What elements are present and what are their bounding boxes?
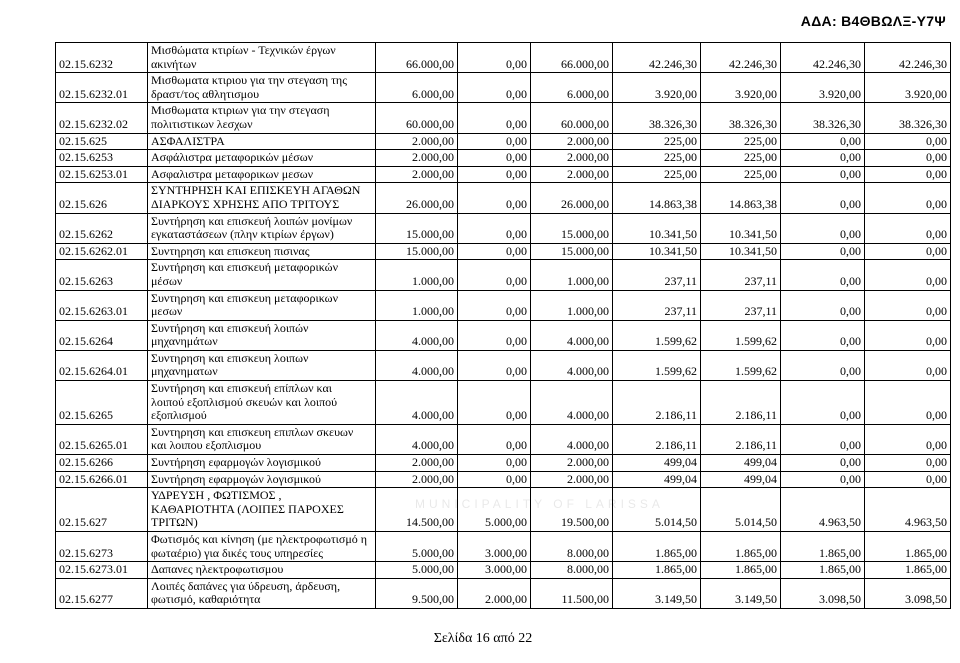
amount-cell: 0,00 bbox=[781, 183, 865, 213]
account-code: 02.15.6263.01 bbox=[56, 290, 148, 320]
amount-cell: 4.000,00 bbox=[376, 320, 458, 350]
account-code: 02.15.6266.01 bbox=[56, 471, 148, 488]
amount-cell: 0,00 bbox=[865, 290, 951, 320]
amount-cell: 4.000,00 bbox=[376, 381, 458, 425]
amount-cell: 0,00 bbox=[458, 103, 531, 133]
amount-cell: 10.341,50 bbox=[701, 213, 781, 243]
amount-cell: 1.865,00 bbox=[781, 562, 865, 579]
amount-cell: 0,00 bbox=[458, 183, 531, 213]
account-code: 02.15.625 bbox=[56, 133, 148, 150]
amount-cell: 0,00 bbox=[781, 150, 865, 167]
amount-cell: 3.920,00 bbox=[701, 73, 781, 103]
amount-cell: 0,00 bbox=[458, 381, 531, 425]
amount-cell: 0,00 bbox=[458, 455, 531, 472]
account-code: 02.15.6263 bbox=[56, 260, 148, 290]
amount-cell: 0,00 bbox=[865, 183, 951, 213]
amount-cell: 2.000,00 bbox=[376, 471, 458, 488]
amount-cell: 0,00 bbox=[781, 455, 865, 472]
amount-cell: 0,00 bbox=[781, 320, 865, 350]
amount-cell: 1.865,00 bbox=[701, 532, 781, 562]
table-row bbox=[56, 350, 951, 380]
amount-cell: 0,00 bbox=[458, 471, 531, 488]
amount-cell: 225,00 bbox=[613, 166, 701, 183]
amount-cell: 4.000,00 bbox=[376, 350, 458, 380]
amount-cell: 0,00 bbox=[458, 166, 531, 183]
amount-cell: 1.000,00 bbox=[376, 290, 458, 320]
account-code: 02.15.6232.02 bbox=[56, 103, 148, 133]
amount-cell: 38.326,30 bbox=[701, 103, 781, 133]
account-description: ΥΔΡΕΥΣΗ , ΦΩΤΙΣΜΟΣ , ΚΑΘΑΡΙΟΤΗΤΑ (ΛΟΙΠΕΣ ΠΑΡΟΧΕΣ ΤΡΙΤΩΝ) bbox=[148, 488, 376, 532]
account-code: 02.15.627 bbox=[56, 488, 148, 532]
amount-cell: 1.865,00 bbox=[701, 562, 781, 579]
account-code: 02.15.6232 bbox=[56, 43, 148, 73]
table-row bbox=[56, 320, 951, 350]
amount-cell: 3.920,00 bbox=[613, 73, 701, 103]
amount-cell: 11.500,00 bbox=[531, 578, 613, 608]
table-row bbox=[56, 381, 951, 425]
account-description: Συντηρηση και επισκευη επιπλων σκευων και λοιπου εξοπλισμου bbox=[148, 424, 376, 454]
amount-cell: 0,00 bbox=[458, 260, 531, 290]
account-code: 02.15.6253 bbox=[56, 150, 148, 167]
account-code: 02.15.6273.01 bbox=[56, 562, 148, 579]
table-row bbox=[56, 183, 951, 213]
amount-cell: 2.000,00 bbox=[531, 455, 613, 472]
amount-cell: 0,00 bbox=[865, 350, 951, 380]
account-description: Μισθώματα κτιρίων - Τεχνικών έργων ακινήτων bbox=[148, 43, 376, 73]
amount-cell: 3.920,00 bbox=[781, 73, 865, 103]
amount-cell: 0,00 bbox=[781, 213, 865, 243]
amount-cell: 0,00 bbox=[865, 381, 951, 425]
amount-cell: 2.000,00 bbox=[376, 133, 458, 150]
amount-cell: 0,00 bbox=[458, 290, 531, 320]
account-description: Συντήρηση και επισκευή επίπλων και λοιπού εξοπλισμού σκευών και λοιπού εξοπλισμού bbox=[148, 381, 376, 425]
page-number: Σελίδα 16 από 22 bbox=[433, 631, 533, 646]
amount-cell: 1.865,00 bbox=[613, 562, 701, 579]
amount-cell: 0,00 bbox=[781, 424, 865, 454]
account-description: Ασφάλιστρα μεταφορικών μέσων bbox=[148, 150, 376, 167]
amount-cell: 0,00 bbox=[781, 243, 865, 260]
table-body bbox=[56, 43, 951, 609]
account-description: Συντηρηση και επισκευη λοιπων μηχανηματων bbox=[148, 350, 376, 380]
account-description: Συντηρηση και επισκευη πισινας bbox=[148, 243, 376, 260]
amount-cell: 237,11 bbox=[701, 260, 781, 290]
amount-cell: 0,00 bbox=[458, 350, 531, 380]
amount-cell: 4.963,50 bbox=[865, 488, 951, 532]
amount-cell: 2.000,00 bbox=[531, 471, 613, 488]
table-row bbox=[56, 488, 951, 532]
amount-cell: 19.500,00 bbox=[531, 488, 613, 532]
amount-cell: 1.000,00 bbox=[376, 260, 458, 290]
account-description: Συντήρηση και επισκευή μεταφορικών μέσων bbox=[148, 260, 376, 290]
amount-cell: 3.000,00 bbox=[458, 562, 531, 579]
amount-cell: 0,00 bbox=[865, 320, 951, 350]
amount-cell: 0,00 bbox=[458, 133, 531, 150]
amount-cell: 15.000,00 bbox=[531, 213, 613, 243]
amount-cell: 0,00 bbox=[865, 471, 951, 488]
amount-cell: 5.014,50 bbox=[701, 488, 781, 532]
account-code: 02.15.6265.01 bbox=[56, 424, 148, 454]
amount-cell: 2.000,00 bbox=[531, 133, 613, 150]
amount-cell: 0,00 bbox=[781, 471, 865, 488]
table-row bbox=[56, 424, 951, 454]
amount-cell: 2.000,00 bbox=[531, 150, 613, 167]
amount-cell: 0,00 bbox=[865, 424, 951, 454]
account-description: ΑΣΦΑΛΙΣΤΡΑ bbox=[148, 133, 376, 150]
account-code: 02.15.6265 bbox=[56, 381, 148, 425]
amount-cell: 3.149,50 bbox=[613, 578, 701, 608]
amount-cell: 66.000,00 bbox=[531, 43, 613, 73]
amount-cell: 1.599,62 bbox=[701, 320, 781, 350]
amount-cell: 1.599,62 bbox=[613, 320, 701, 350]
amount-cell: 2.186,11 bbox=[613, 381, 701, 425]
account-code: 02.15.6264 bbox=[56, 320, 148, 350]
amount-cell: 1.865,00 bbox=[613, 532, 701, 562]
amount-cell: 0,00 bbox=[458, 150, 531, 167]
amount-cell: 3.098,50 bbox=[781, 578, 865, 608]
account-code: 02.15.626 bbox=[56, 183, 148, 213]
account-code: 02.15.6262.01 bbox=[56, 243, 148, 260]
amount-cell: 5.000,00 bbox=[376, 562, 458, 579]
amount-cell: 3.098,50 bbox=[865, 578, 951, 608]
amount-cell: 0,00 bbox=[458, 243, 531, 260]
account-description: Συντηρηση και επισκευη μεταφορικων μεσων bbox=[148, 290, 376, 320]
amount-cell: 15.000,00 bbox=[376, 213, 458, 243]
amount-cell: 10.341,50 bbox=[613, 213, 701, 243]
amount-cell: 1.865,00 bbox=[865, 562, 951, 579]
amount-cell: 2.186,11 bbox=[701, 381, 781, 425]
amount-cell: 1.000,00 bbox=[531, 260, 613, 290]
table-row bbox=[56, 290, 951, 320]
account-description: Συντήρηση και επισκευή λοιπών μηχανημάτων bbox=[148, 320, 376, 350]
amount-cell: 2.000,00 bbox=[376, 150, 458, 167]
amount-cell: 6.000,00 bbox=[376, 73, 458, 103]
table-row bbox=[56, 532, 951, 562]
amount-cell: 26.000,00 bbox=[531, 183, 613, 213]
account-description: ΣΥΝΤΗΡΗΣΗ ΚΑΙ ΕΠΙΣΚΕΥΗ ΑΓΑΘΩΝ ΔΙΑΡΚΟΥΣ ΧΡΗΣΗΣ ΑΠΟ ΤΡΙΤΟΥΣ bbox=[148, 183, 376, 213]
amount-cell: 0,00 bbox=[781, 350, 865, 380]
amount-cell: 2.000,00 bbox=[376, 455, 458, 472]
amount-cell: 499,04 bbox=[701, 455, 781, 472]
amount-cell: 2.000,00 bbox=[531, 166, 613, 183]
amount-cell: 42.246,30 bbox=[613, 43, 701, 73]
amount-cell: 3.920,00 bbox=[865, 73, 951, 103]
amount-cell: 14.500,00 bbox=[376, 488, 458, 532]
amount-cell: 225,00 bbox=[701, 133, 781, 150]
amount-cell: 10.341,50 bbox=[701, 243, 781, 260]
amount-cell: 1.865,00 bbox=[781, 532, 865, 562]
amount-cell: 2.000,00 bbox=[376, 166, 458, 183]
account-code: 02.15.6273 bbox=[56, 532, 148, 562]
amount-cell: 2.186,11 bbox=[613, 424, 701, 454]
amount-cell: 0,00 bbox=[781, 260, 865, 290]
amount-cell: 38.326,30 bbox=[865, 103, 951, 133]
amount-cell: 3.000,00 bbox=[458, 532, 531, 562]
amount-cell: 1.599,62 bbox=[701, 350, 781, 380]
table-row bbox=[56, 133, 951, 150]
amount-cell: 0,00 bbox=[865, 166, 951, 183]
account-code: 02.15.6262 bbox=[56, 213, 148, 243]
amount-cell: 38.326,30 bbox=[613, 103, 701, 133]
amount-cell: 0,00 bbox=[458, 43, 531, 73]
amount-cell: 5.000,00 bbox=[458, 488, 531, 532]
amount-cell: 499,04 bbox=[613, 471, 701, 488]
amount-cell: 14.863,38 bbox=[613, 183, 701, 213]
amount-cell: 4.000,00 bbox=[531, 424, 613, 454]
amount-cell: 499,04 bbox=[613, 455, 701, 472]
account-description: Δαπανες ηλεκτροφωτισμου bbox=[148, 562, 376, 579]
amount-cell: 14.863,38 bbox=[701, 183, 781, 213]
account-description: Συντήρηση και επισκευή λοιπών μονίμων εγκαταστάσεων (πλην κτιρίων έργων) bbox=[148, 213, 376, 243]
account-description: Μισθωματα κτιριου για την στεγαση της δραστ/τος αθλητισμου bbox=[148, 73, 376, 103]
account-description: Ασφαλιστρα μεταφορικων μεσων bbox=[148, 166, 376, 183]
amount-cell: 1.599,62 bbox=[613, 350, 701, 380]
amount-cell: 237,11 bbox=[613, 290, 701, 320]
account-code: 02.15.6232.01 bbox=[56, 73, 148, 103]
watermark-text: MUNICIPALITY OF LARISSA bbox=[415, 497, 664, 511]
amount-cell: 2.186,11 bbox=[701, 424, 781, 454]
table-row bbox=[56, 578, 951, 608]
amount-cell: 15.000,00 bbox=[531, 243, 613, 260]
amount-cell: 9.500,00 bbox=[376, 578, 458, 608]
amount-cell: 0,00 bbox=[458, 213, 531, 243]
account-code: 02.15.6277 bbox=[56, 578, 148, 608]
table-row bbox=[56, 455, 951, 472]
amount-cell: 225,00 bbox=[701, 150, 781, 167]
amount-cell: 26.000,00 bbox=[376, 183, 458, 213]
account-code: 02.15.6253.01 bbox=[56, 166, 148, 183]
amount-cell: 0,00 bbox=[865, 150, 951, 167]
amount-cell: 1.865,00 bbox=[865, 532, 951, 562]
table-row bbox=[56, 73, 951, 103]
table-row bbox=[56, 471, 951, 488]
amount-cell: 5.014,50 bbox=[613, 488, 701, 532]
account-description: Φωτισμός και κίνηση (με ηλεκτροφωτισμό η φωταέριο) για δικές τους υπηρεσίες bbox=[148, 532, 376, 562]
amount-cell: 15.000,00 bbox=[376, 243, 458, 260]
amount-cell: 4.000,00 bbox=[376, 424, 458, 454]
account-description: Λοιπές δαπάνες για ύδρευση, άρδευση, φωτισμό, καθαριότητα bbox=[148, 578, 376, 608]
amount-cell: 42.246,30 bbox=[781, 43, 865, 73]
table-row bbox=[56, 213, 951, 243]
amount-cell: 38.326,30 bbox=[781, 103, 865, 133]
amount-cell: 225,00 bbox=[701, 166, 781, 183]
account-code: 02.15.6266 bbox=[56, 455, 148, 472]
account-code: 02.15.6264.01 bbox=[56, 350, 148, 380]
budget-table bbox=[55, 42, 951, 609]
amount-cell: 1.000,00 bbox=[531, 290, 613, 320]
ada-document-code: ΑΔΑ: Β4ΘΒΩΛΞ-Υ7Ψ bbox=[800, 13, 946, 29]
amount-cell: 60.000,00 bbox=[531, 103, 613, 133]
account-description: Συντήρηση εφαρμογών λογισμικού bbox=[148, 471, 376, 488]
account-description: Μισθωματα κτιριων για την στεγαση πολιτιστικων λεσχων bbox=[148, 103, 376, 133]
amount-cell: 4.000,00 bbox=[531, 320, 613, 350]
table-row bbox=[56, 150, 951, 167]
amount-cell: 0,00 bbox=[865, 213, 951, 243]
amount-cell: 5.000,00 bbox=[376, 532, 458, 562]
amount-cell: 0,00 bbox=[781, 166, 865, 183]
amount-cell: 0,00 bbox=[458, 320, 531, 350]
table-row bbox=[56, 562, 951, 579]
amount-cell: 225,00 bbox=[613, 150, 701, 167]
amount-cell: 225,00 bbox=[613, 133, 701, 150]
amount-cell: 42.246,30 bbox=[865, 43, 951, 73]
amount-cell: 60.000,00 bbox=[376, 103, 458, 133]
table-row bbox=[56, 243, 951, 260]
amount-cell: 8.000,00 bbox=[531, 562, 613, 579]
amount-cell: 0,00 bbox=[865, 243, 951, 260]
amount-cell: 10.341,50 bbox=[613, 243, 701, 260]
amount-cell: 4.963,50 bbox=[781, 488, 865, 532]
amount-cell: 66.000,00 bbox=[376, 43, 458, 73]
amount-cell: 6.000,00 bbox=[531, 73, 613, 103]
amount-cell: 0,00 bbox=[458, 73, 531, 103]
amount-cell: 0,00 bbox=[865, 260, 951, 290]
amount-cell: 4.000,00 bbox=[531, 381, 613, 425]
amount-cell: 499,04 bbox=[701, 471, 781, 488]
table-row bbox=[56, 43, 951, 73]
amount-cell: 0,00 bbox=[781, 290, 865, 320]
amount-cell: 0,00 bbox=[781, 381, 865, 425]
account-description: Συντήρηση εφαρμογών λογισμικού bbox=[148, 455, 376, 472]
table-row bbox=[56, 166, 951, 183]
amount-cell: 0,00 bbox=[865, 455, 951, 472]
amount-cell: 0,00 bbox=[458, 424, 531, 454]
amount-cell: 237,11 bbox=[701, 290, 781, 320]
amount-cell: 0,00 bbox=[781, 133, 865, 150]
amount-cell: 42.246,30 bbox=[701, 43, 781, 73]
table-row bbox=[56, 103, 951, 133]
table-row bbox=[56, 260, 951, 290]
amount-cell: 0,00 bbox=[865, 133, 951, 150]
amount-cell: 237,11 bbox=[613, 260, 701, 290]
amount-cell: 2.000,00 bbox=[458, 578, 531, 608]
amount-cell: 4.000,00 bbox=[531, 350, 613, 380]
amount-cell: 8.000,00 bbox=[531, 532, 613, 562]
amount-cell: 3.149,50 bbox=[701, 578, 781, 608]
